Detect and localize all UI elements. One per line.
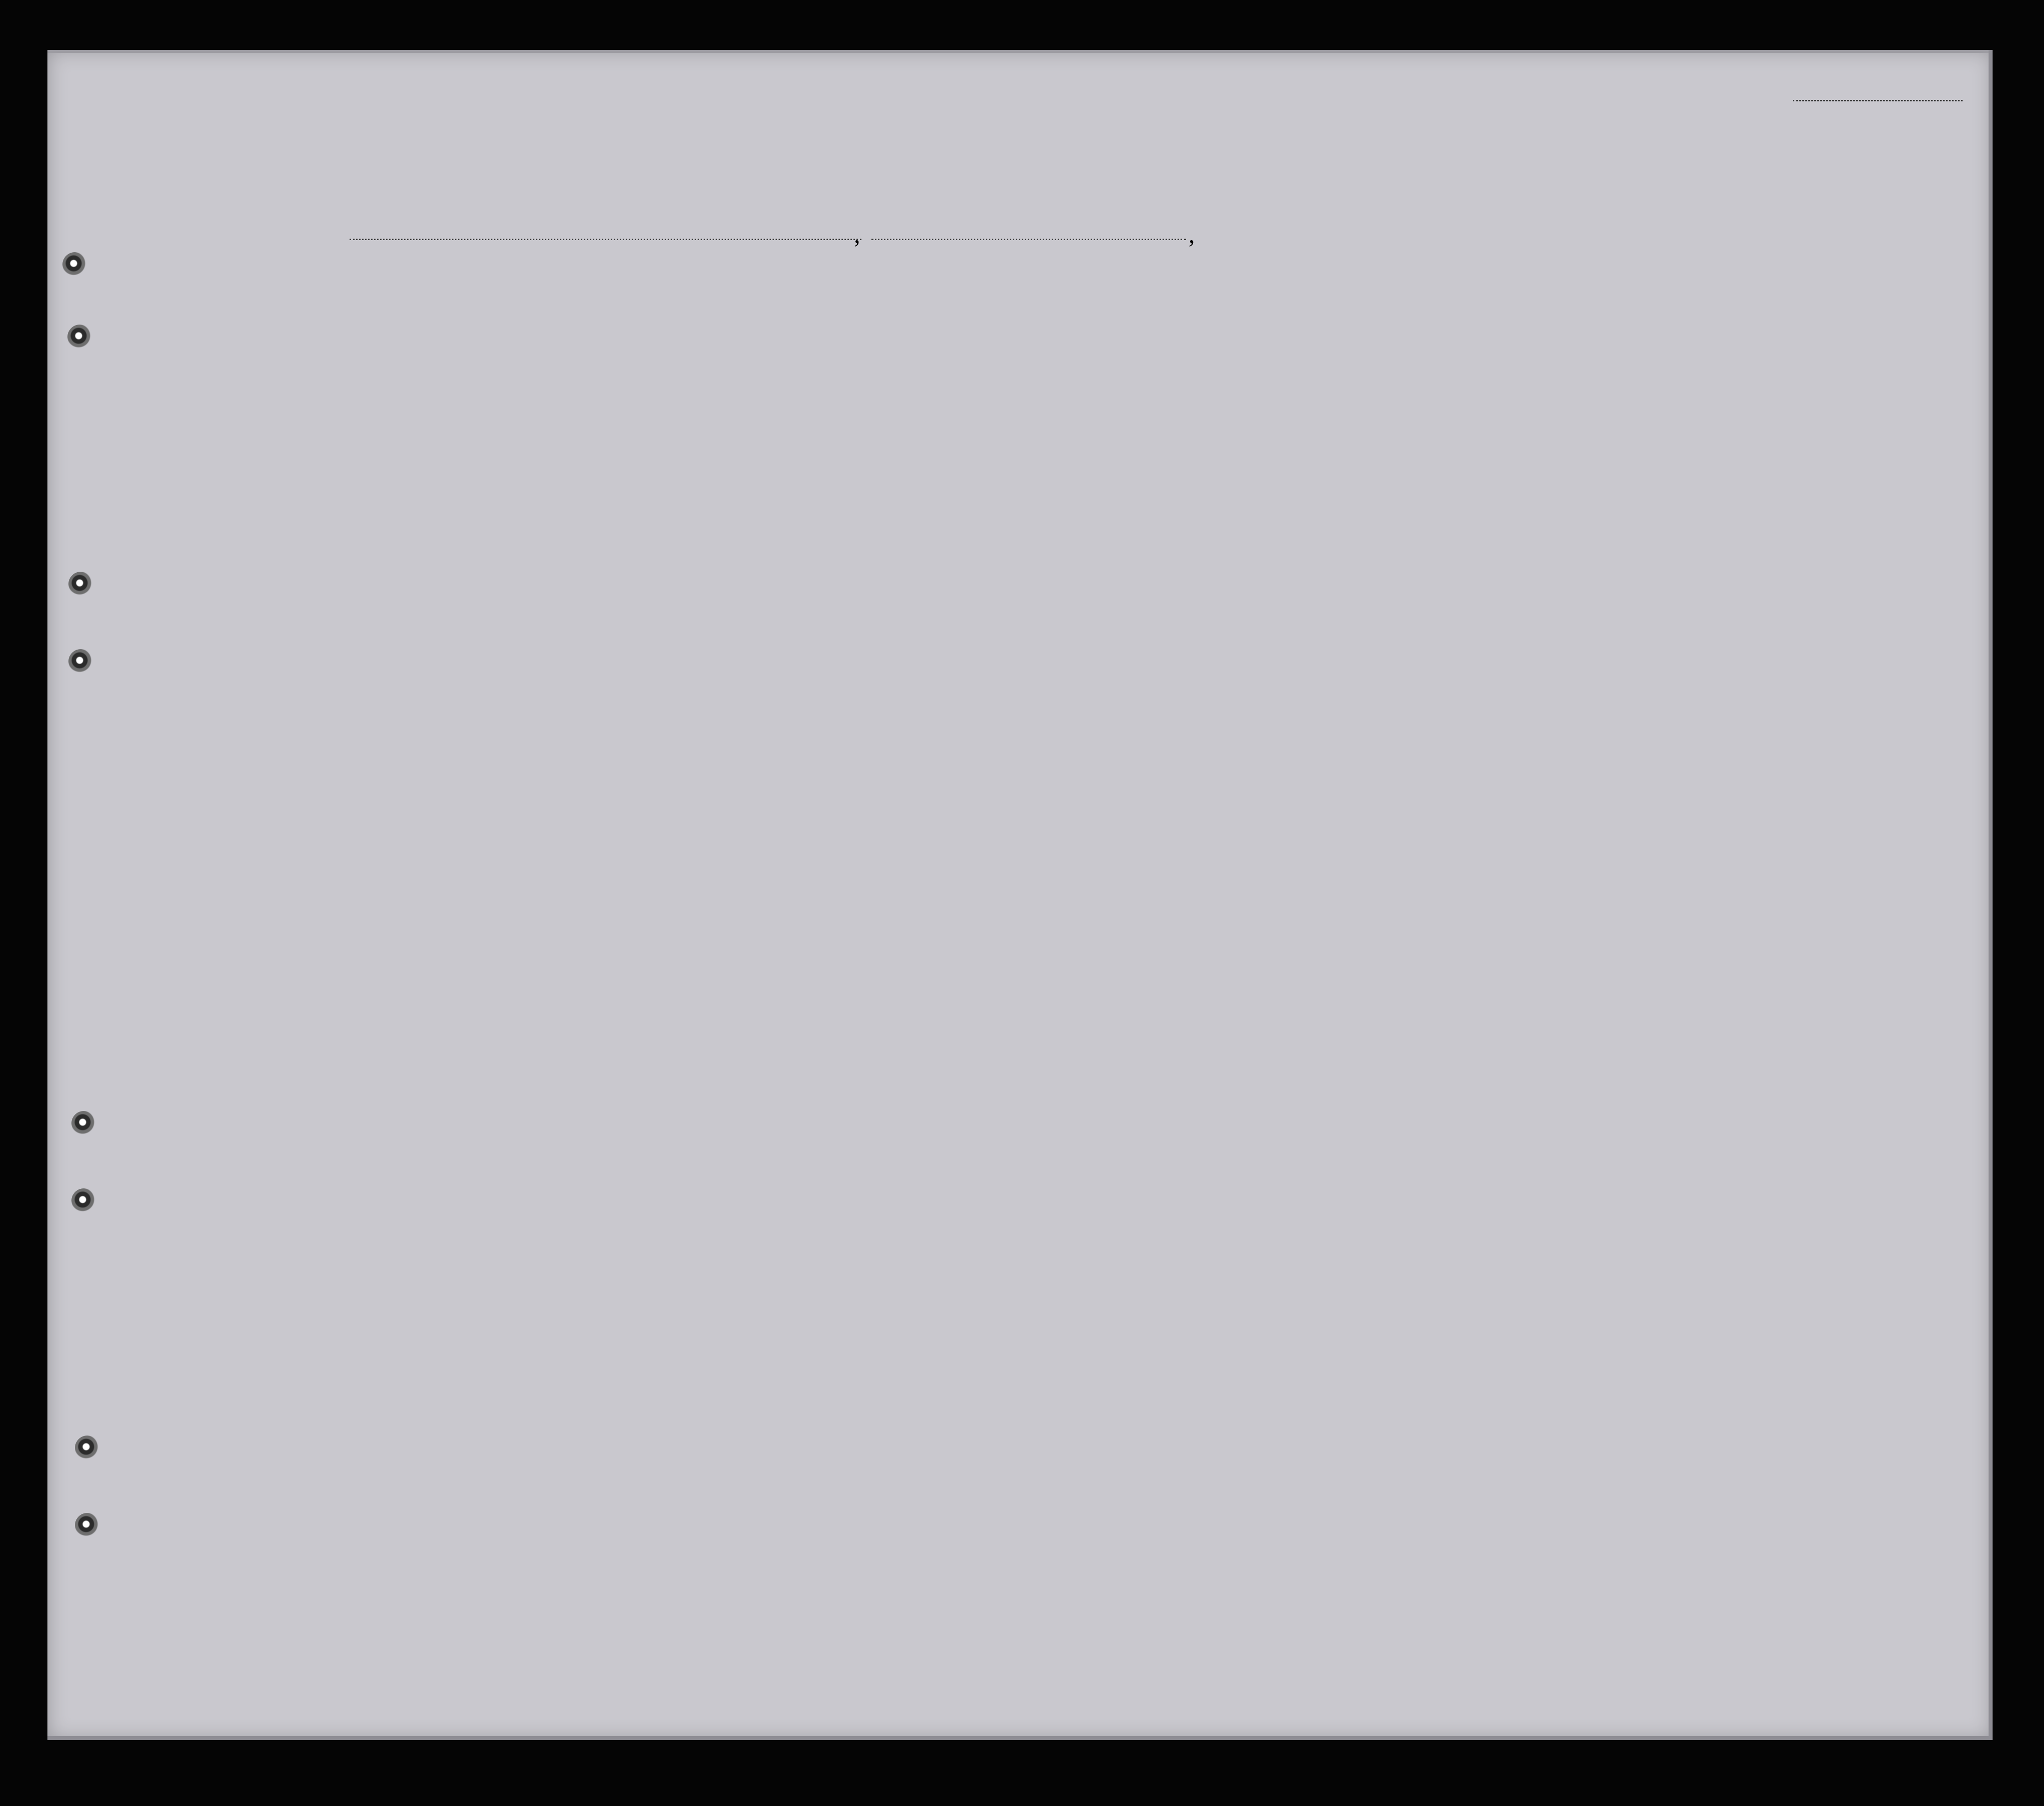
manifest-grid [47,50,1993,1740]
header-feet [1693,429,1708,469]
header-prison [1340,350,1380,464]
header-q28 [1442,350,1492,464]
header-q30 [1529,350,1544,464]
header-inches [1718,429,1733,474]
header-anarchist [1414,350,1429,464]
comma: , [1189,220,1195,248]
header-polygamist [1391,350,1406,464]
comma: , [854,220,860,248]
header-purpose-a [1225,373,1255,466]
header-q31 [1549,350,1564,464]
header-purpose-b [1262,373,1292,466]
header-purpose-c [1300,373,1330,466]
manifest-sheet [47,50,1993,1740]
header-q29 [1489,350,1529,464]
header-ticket [627,337,647,462]
header-money [751,327,771,462]
